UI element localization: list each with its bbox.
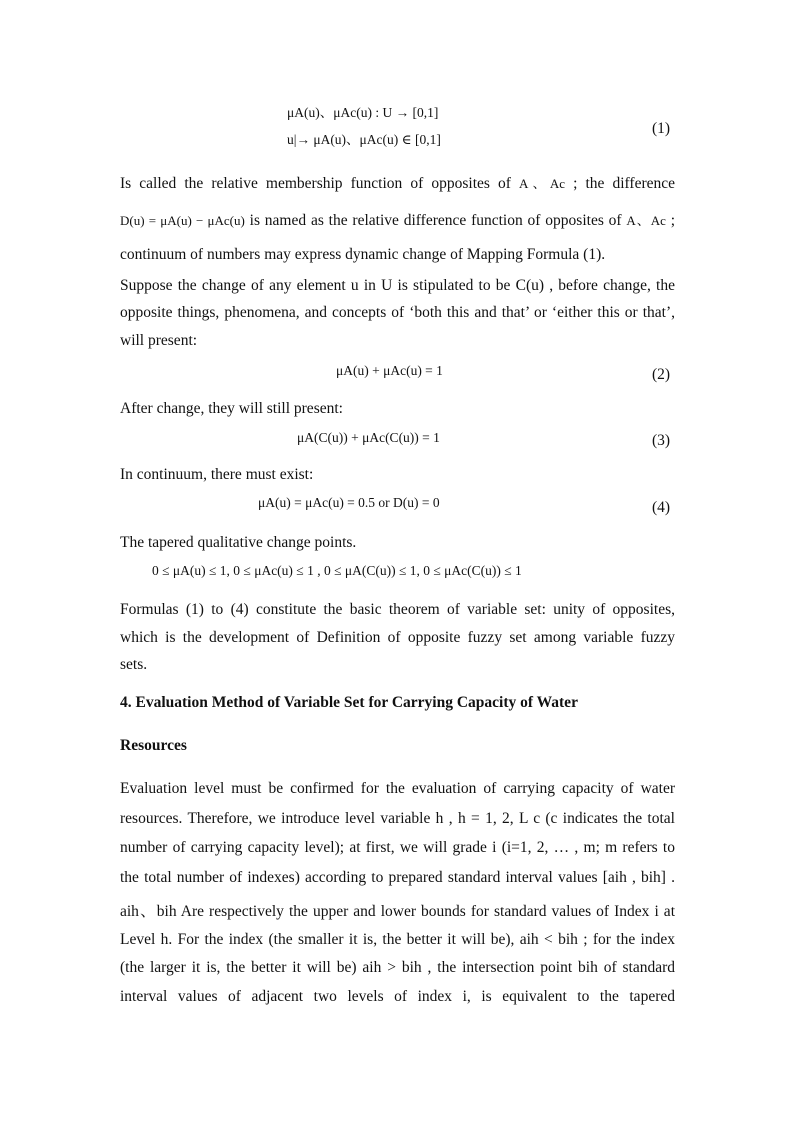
paragraph-2-line-3: will present: <box>120 332 198 349</box>
paragraph-4-line-2: resources. Therefore, we introduce level variable h , h = 1, 2, L c (c indicates the total <box>120 810 675 827</box>
equation-3-number: (3) <box>652 432 671 449</box>
paragraph-3-line-3: sets. <box>120 656 148 673</box>
equation-4-number: (4) <box>652 499 671 516</box>
section-heading-line-1: 4. Evaluation Method of Variable Set for Carrying Capacity of Water <box>120 694 578 711</box>
section-heading-line-2: Resources <box>120 737 187 754</box>
paragraph-3-line-2: which is the development of Definition of opposite fuzzy set among variable fuzzy <box>120 629 675 646</box>
text-span: Is called the relative membership function of opposites of <box>120 175 520 192</box>
equation-3: μA(C(u)) + μAc(C(u)) = 1 <box>297 430 440 445</box>
paragraph-2-line-2: opposite things, phenomena, and concepts of ‘both this and that’ or ‘either this or that’, <box>120 304 675 321</box>
paragraph-1-line-3: continuum of numbers may express dynamic change of Mapping Formula (1). <box>120 246 606 263</box>
text-span: is named as the relative difference function of opposites of <box>244 212 627 229</box>
paragraph-1-line-2 <box>120 211 675 231</box>
equation-1-line-1: μA(u)、μAc(u) : U → [0,1] <box>287 105 439 120</box>
text-span: ; <box>665 212 676 229</box>
equation-1-number: (1) <box>652 120 671 137</box>
math-inline: A、Ac <box>519 176 565 191</box>
equation-2: μA(u) + μAc(u) = 1 <box>336 363 443 378</box>
paragraph-2-line-1: Suppose the change of any element u in U is stipulated to be C(u) , before change, the <box>120 277 675 294</box>
paragraph-4-line-3: number of carrying capacity level); at first, we will grade i (i=1, 2, … , m; m refers to <box>120 839 675 856</box>
continuum-line: In continuum, there must exist: <box>120 466 314 483</box>
text-span: ; the difference <box>564 175 676 192</box>
math-inline: A、Ac <box>626 213 666 228</box>
equation-1-line-2: u|→ μA(u)、μAc(u) ∈ [0,1] <box>287 132 441 147</box>
paragraph-4-line-7: (the larger it is, the better it will be) aih > bih , the intersection point bih of standard <box>120 959 675 976</box>
tapered-points-inequality: 0 ≤ μA(u) ≤ 1, 0 ≤ μAc(u) ≤ 1 , 0 ≤ μA(C(u)) ≤ 1, 0 ≤ μAc(C(u)) ≤ 1 <box>152 563 522 578</box>
paragraph-1-line-1 <box>120 174 675 194</box>
equation-2-number: (2) <box>652 366 671 383</box>
paragraph-4-line-1: Evaluation level must be confirmed for the evaluation of carrying capacity of water <box>120 780 675 797</box>
math-inline: D(u) = μA(u) − μAc(u) <box>120 213 245 228</box>
paragraph-4-line-4: the total number of indexes) according to prepared standard interval values [aih , bih] . <box>120 869 675 886</box>
equation-4: μA(u) = μAc(u) = 0.5 or D(u) = 0 <box>258 495 440 510</box>
paragraph-3-line-1: Formulas (1) to (4) constitute the basic theorem of variable set: unity of opposites, <box>120 601 675 618</box>
paragraph-4-line-8: interval values of adjacent two levels of index i, is equivalent to the tapered <box>120 988 675 1005</box>
tapered-line: The tapered qualitative change points. <box>120 534 357 551</box>
paragraph-4-line-6: Level h. For the index (the smaller it is, the better it will be), aih < bih ; for the index <box>120 931 675 948</box>
paragraph-4-line-5: aih、bih Are respectively the upper and lower bounds for standard values of Index i at <box>120 903 675 920</box>
after-change-line: After change, they will still present: <box>120 400 343 417</box>
